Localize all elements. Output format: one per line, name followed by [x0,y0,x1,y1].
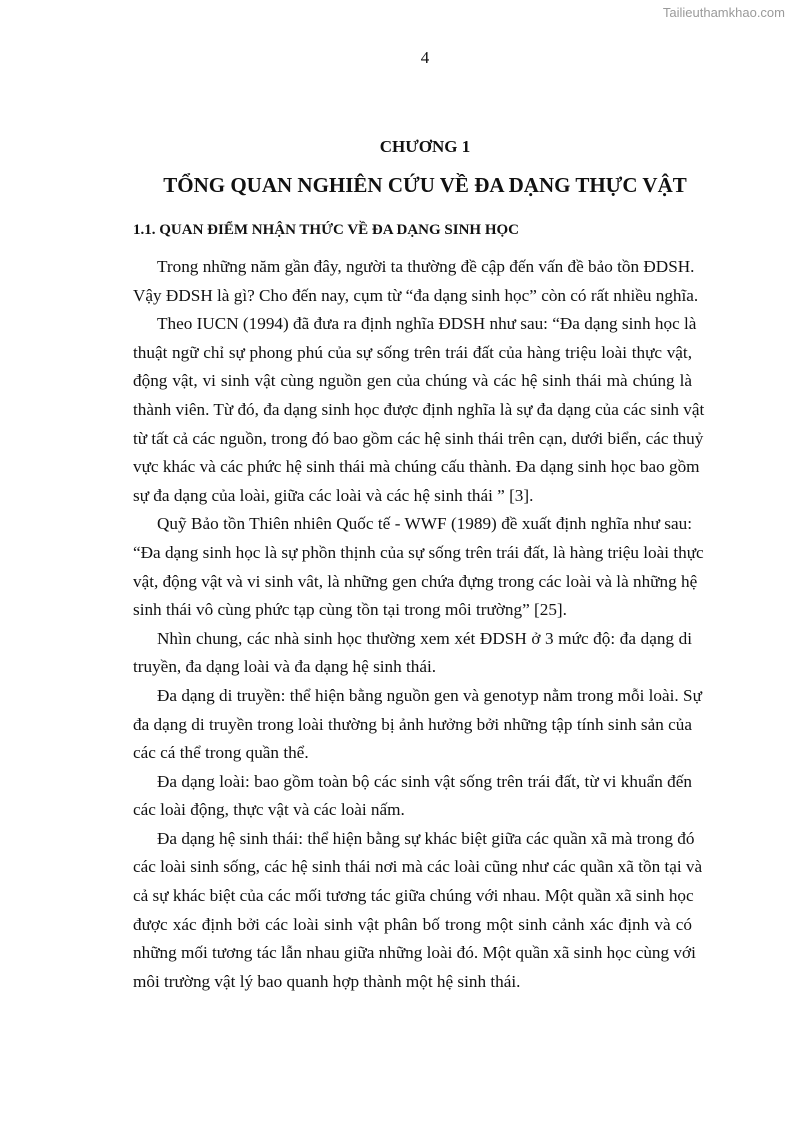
watermark: Tailieuthamkhao.com [662,5,785,20]
chapter-label: CHƯƠNG 1 [379,137,471,156]
text-line: các loài sinh sống, các hệ sinh thái nơi mà các loài cũng như các quần xã tồn tại và [133,857,703,877]
text-line: Nhìn chung, các nhà sinh học thường xem xét ĐDSH ở 3 mức độ: đa dạng di [157,628,692,648]
paragraph [133,682,702,768]
paragraph [133,768,692,825]
paragraph [133,310,705,510]
page-number: 4 [420,48,430,67]
text-line: vật, động vật và vi sinh vât, là những gen chứa đựng trong các loài và là những hệ [133,571,698,591]
text-line: từ tất cả các nguồn, trong đó bao gồm các hệ sinh thái trên cạn, dưới biển, các thuỷ [133,428,704,448]
paragraph [133,253,699,310]
text-line: thuật ngữ chỉ sự phong phú của sự sống trên trái đất của hàng triệu loài thực vật, [133,342,692,362]
text-line: Trong những năm gần đây, người ta thường đề cập đến vấn đề bảo tồn ĐDSH. [157,257,695,276]
text-line: sinh thái vô cùng phức tạp cùng tồn tại trong môi trường” [25]. [133,600,567,620]
text-line: môi trường vật lý bao quanh hợp thành một hệ sinh thái. [133,971,521,991]
text-line: cả sự khác biệt của các mối tương tác giữa chúng với nhau. Một quần xã sinh học [133,886,694,906]
text-line: đa dạng di truyền trong loài thường bị ảnh hưởng bởi những tập tính sinh sản của [133,714,692,734]
text-line: Vậy ĐDSH là gì? Cho đến nay, cụm từ “đa dạng sinh học” còn có rất nhiều nghĩa. [133,285,699,305]
text-line: thành viên. Từ đó, đa dạng sinh học được định nghĩa là sự đa dạng của các sinh vật [133,399,705,419]
text-line: Đa dạng hệ sinh thái: thể hiện bằng sự khác biệt giữa các quần xã mà trong đó [157,828,695,848]
text-line: Quỹ Bảo tồn Thiên nhiên Quốc tế - WWF (1989) đề xuất định nghĩa như sau: [157,514,692,534]
text-line: Đa dạng loài: bao gồm toàn bộ các sinh vật sống trên trái đất, từ vi khuẩn đến [157,771,692,791]
body-text [133,253,705,996]
paragraph [133,825,703,997]
paragraph [133,625,692,682]
text-line: Theo IUCN (1994) đã đưa ra định nghĩa ĐDSH như sau: “Đa dạng sinh học là [157,314,697,334]
section-heading: 1.1. QUAN ĐIỂM NHẬN THỨC VỀ ĐA DẠNG SINH HỌC [133,222,520,238]
text-line: được xác định bởi các loài sinh vật phân bố trong một sinh cảnh xác định và có [133,914,692,934]
text-line: “Đa dạng sinh học là sự phồn thịnh của sự sống trên trái đất, là hàng triệu loài thực [133,542,704,562]
text-line: vực khác và các phức hệ sinh thái mà chúng cấu thành. Đa dạng sinh học bao gồm [133,457,700,477]
text-line: các cá thể trong quần thể. [133,743,309,763]
text-line: Đa dạng di truyền: thể hiện bằng nguồn gen và genotyp nằm trong mỗi loài. Sự [157,685,702,705]
text-line: các loài động, thực vật và các loài nấm. [133,800,405,820]
text-line: truyền, đa dạng loài và đa dạng hệ sinh thái. [133,657,437,677]
text-line: động vật, vi sinh vật cùng nguồn gen của chúng và các hệ sinh thái mà chúng là [133,371,692,391]
chapter-title: TỔNG QUAN NGHIÊN CỨU VỀ ĐA DẠNG THỰC VẬT [163,173,687,197]
paragraph [133,510,704,624]
text-line: sự đa dạng của loài, giữa các loài và các hệ sinh thái ” [3]. [133,485,534,505]
text-line: những mối tương tác lẫn nhau giữa những loài đó. Một quần xã sinh học cùng với [133,943,696,963]
